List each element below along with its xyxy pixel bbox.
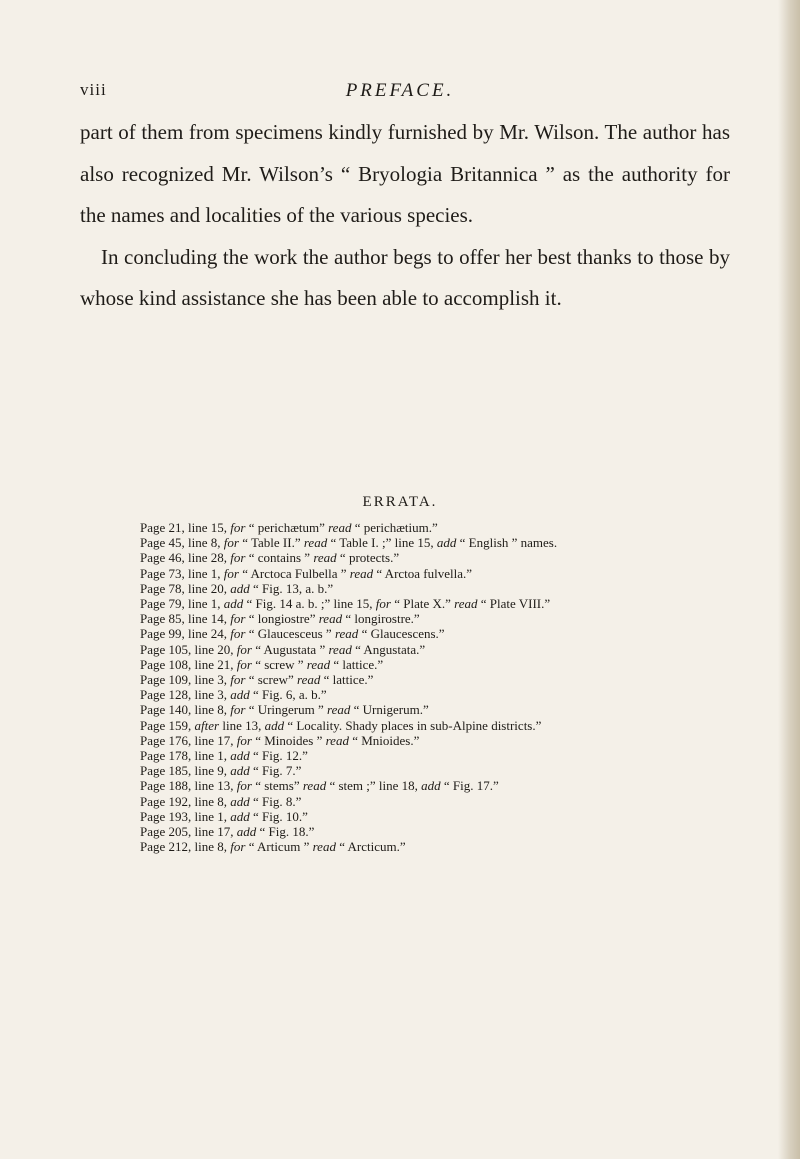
page-number: viii [80,80,107,99]
errata-entry: Page 79, line 1, add “ Fig. 14 a. b. ;” line 15, for “ Plate X.” read “ Plate VIII.” [140,596,551,612]
errata-entry: Page 21, line 15, for “ perichætum” read “ perichætium.” [140,520,438,535]
errata-entry: Page 99, line 24, for “ Glaucesceus ” read “ Glaucescens.” [140,626,445,642]
errata-entry: Page 140, line 8, for “ Uringerum ” read “ Urnigerum.” [140,702,429,718]
errata-entry: Page 205, line 17, add “ Fig. 18.” [140,824,315,840]
page-header [80,80,720,110]
errata-entry: Page 192, line 8, add “ Fig. 8.” [140,793,302,809]
errata-entry: Page 128, line 3, add “ Fig. 6, a. b.” [140,687,327,703]
errata-entry: Page 193, line 1, add “ Fig. 10.” [140,808,308,824]
errata-entry: Page 109, line 3, for “ screw” read “ lattice.” [140,672,374,688]
running-head: PREFACE. [345,80,455,101]
errata-list [140,520,780,854]
errata-entry: Page 159, after line 13, add “ Locality. Shady places in sub-Alpine districts.” [140,717,542,733]
errata-entry: Page 45, line 8, for “ Table II.” read “ Table I. ;” line 15, add “ English ” names. [140,535,558,551]
errata-entry: Page 108, line 21, for “ screw ” read “ lattice.” [140,656,384,672]
body-text [80,112,730,320]
errata-entry: Page 178, line 1, add “ Fig. 12.” [140,748,308,764]
errata-entry: Page 185, line 9, add “ Fig. 7.” [140,763,302,779]
errata-entry: Page 73, line 1, for “ Arctoca Fulbella ” read “ Arctoa fulvella.” [140,565,473,581]
errata-entry: Page 105, line 20, for “ Augustata ” read “ Angustata.” [140,641,426,657]
paragraph: In concluding the work the author begs to offer her best thanks to those by whose kind assistance she has been able to accomplish it. [80,244,730,310]
errata-entry: Page 212, line 8, for “ Articum ” read “ Arcticum.” [140,839,406,855]
errata-entry: Page 85, line 14, for “ longiostre” read “ longirostre.” [140,611,420,627]
errata-entry: Page 46, line 28, for “ contains ” read “ protects.” [140,550,400,566]
errata-entry: Page 188, line 13, for “ stems” read “ stem ;” line 18, add “ Fig. 17.” [140,778,499,794]
errata-entry: Page 78, line 20, add “ Fig. 13, a. b.” [140,580,334,596]
errata-heading: ERRATA. [362,494,438,510]
paragraph: part of them from specimens kindly furnished by Mr. Wilson. The author has also recognized Mr. Wilson’s “ Bryologia Britannica ” as the authority for the names and localities of the various species. [80,120,730,227]
errata-entry: Page 176, line 17, for “ Minoides ” read “ Mnioides.” [140,732,420,748]
page-edge-shadow [778,0,800,1159]
